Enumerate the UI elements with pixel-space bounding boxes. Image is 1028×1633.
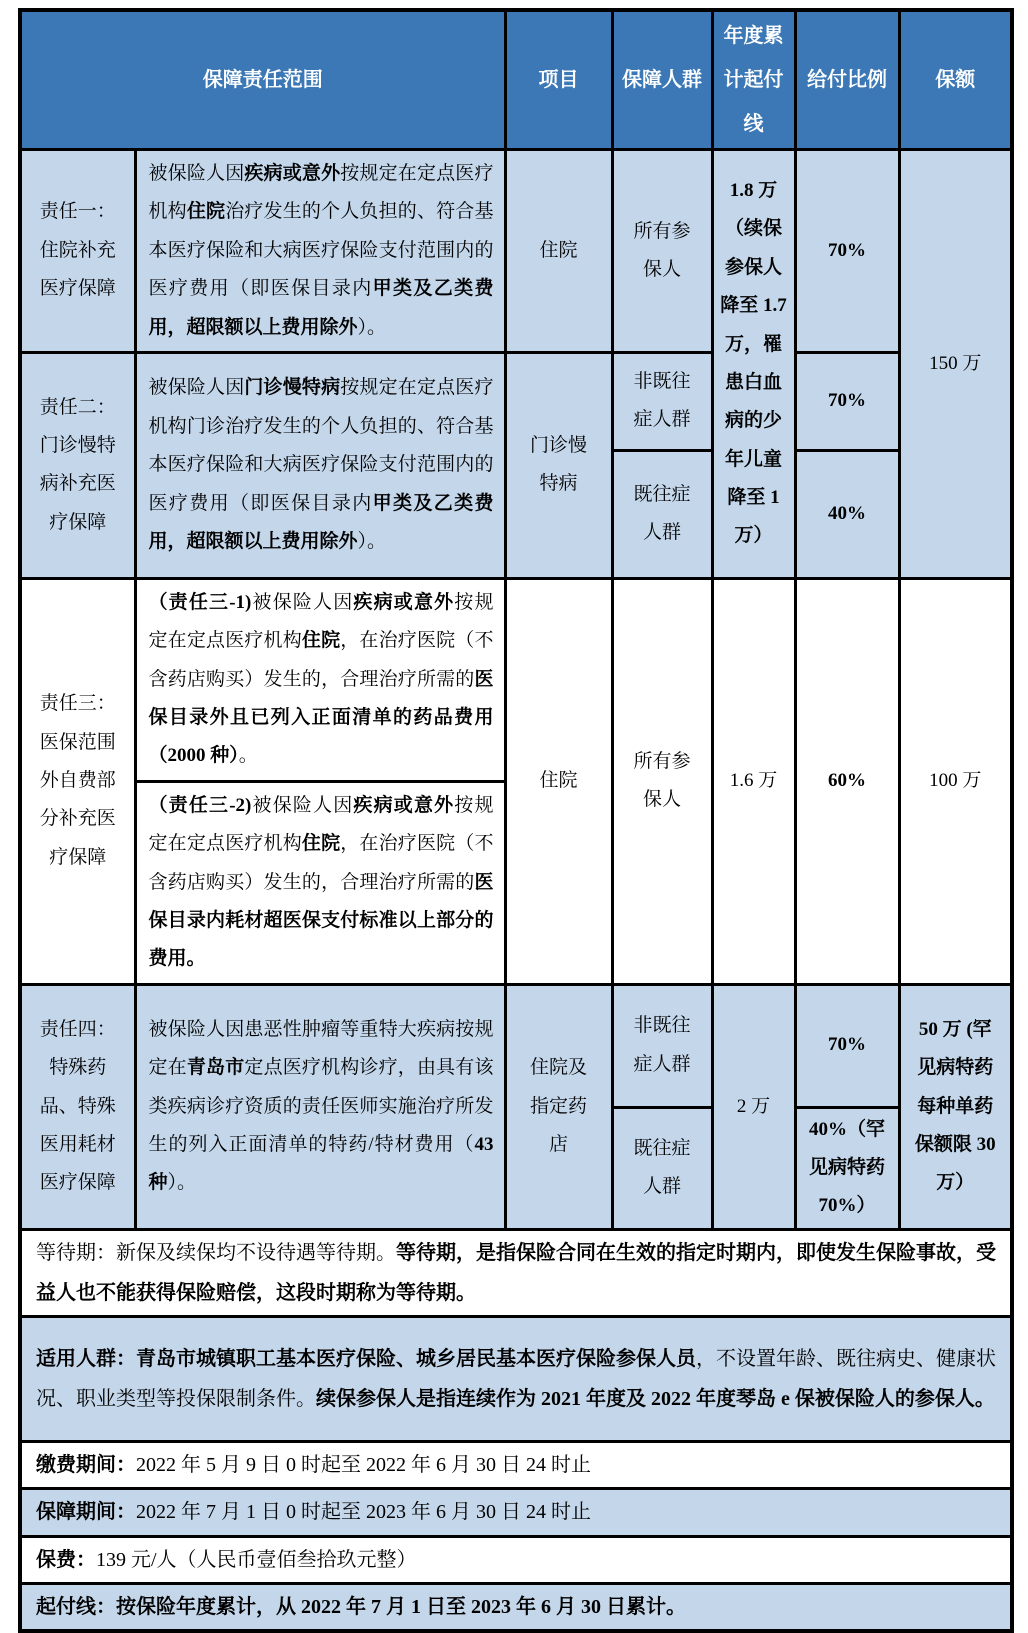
header-amount: 保额: [899, 10, 1012, 150]
row-deductible-note: [20, 1583, 1012, 1631]
cell-duty1-desc: 被保险人因疾病或意外按规定在定点医疗机构住院治疗发生的个人负担的、符合基本医疗保险和大病医疗保险支付范围内的医疗费用（即医保目录内甲类及乙类费用，超限额以上费用除外）。: [135, 150, 505, 353]
cell-duty3-ratio: 60%: [795, 578, 899, 984]
header-scope: 保障责任范围: [20, 10, 505, 150]
benefit-table: [18, 8, 1014, 1633]
row-premium: [20, 1536, 1012, 1583]
row-duty4-a: [20, 984, 1012, 1107]
note-deductible: 起付线：按保险年度累计，从 2022 年 7 月 1 日至 2023 年 6 月 30 日累计。: [20, 1583, 1012, 1631]
cell-duty2-ratio-preexisting: 40%: [795, 450, 899, 578]
note-payment-period: 缴费期间：2022 年 5 月 9 日 0 时起至 2022 年 6 月 30 日 24 时止: [20, 1441, 1012, 1488]
cell-duty3-deductible: 1.6 万: [712, 578, 795, 984]
cell-duty4-ratio-nonpreexisting: 70%: [795, 984, 899, 1107]
header-item: 项目: [505, 10, 612, 150]
note-waiting-period: 等待期：新保及续保均不设待遇等待期。等待期，是指保险合同在生效的指定时期内，即使发生保险事故，受益人也不能获得保险赔偿，这段时期称为等待期。: [20, 1229, 1012, 1316]
cell-duty4-ratio-preexisting: 40%（罕见病特药 70%）: [795, 1107, 899, 1229]
cell-duty4-amount: 50 万 (罕见病特药每种单药保额限 30 万）: [899, 984, 1012, 1229]
row-duty3-a: [20, 578, 1012, 781]
cell-duty1-2-amount: 150 万: [899, 150, 1012, 579]
cell-duty3-amount: 100 万: [899, 578, 1012, 984]
cell-duty4-desc: 被保险人因患恶性肿瘤等重特大疾病按规定在青岛市定点医疗机构诊疗，由具有该类疾病诊疗资质的责任医师实施治疗所发生的列入正面清单的特药/特材费用（43 种）。: [135, 984, 505, 1229]
cell-duty3-desc2: （责任三-2)被保险人因疾病或意外按规定在定点医疗机构住院，在治疗医院（不含药店购买）发生的，合理治疗所需的医保目录内耗材超医保支付标准以上部分的费用。: [135, 781, 505, 984]
cell-duty2-desc: 被保险人因门诊慢特病按规定在定点医疗机构门诊治疗发生的个人负担的、符合基本医疗保险和大病医疗保险支付范围内的医疗费用（即医保目录内甲类及乙类费用，超限额以上费用除外）。: [135, 352, 505, 578]
header-row: [20, 10, 1012, 150]
row-payment-period: [20, 1441, 1012, 1488]
cell-duty1-item: 住院: [505, 150, 612, 353]
row-coverage-period: [20, 1488, 1012, 1536]
cell-duty2-label: 责任二：门诊慢特病补充医疗保障: [20, 352, 135, 578]
cell-duty4-population-preexisting: 既往症人群: [612, 1107, 712, 1229]
cell-duty1-label: 责任一：住院补充医疗保障: [20, 150, 135, 353]
cell-duty1-population: 所有参保人: [612, 150, 712, 353]
row-duty2-a: [20, 352, 1012, 450]
header-deductible: 年度累计起付线: [712, 10, 795, 150]
note-premium: 保费：139 元/人（人民币壹佰叁拾玖元整）: [20, 1536, 1012, 1583]
cell-duty4-population-nonpreexisting: 非既往症人群: [612, 984, 712, 1107]
cell-duty2-population-preexisting: 既往症人群: [612, 450, 712, 578]
note-coverage-period: 保障期间：2022 年 7 月 1 日 0 时起至 2023 年 6 月 30 日 24 时止: [20, 1488, 1012, 1536]
note-eligible-population: 适用人群：青岛市城镇职工基本医疗保险、城乡居民基本医疗保险参保人员，不设置年龄、既往病史、健康状况、职业类型等投保限制条件。续保参保人是指连续作为 2021 年度及 2022 年度琴岛 e 保被保险人的参保人。: [20, 1316, 1012, 1441]
cell-duty1-ratio: 70%: [795, 150, 899, 353]
header-population: 保障人群: [612, 10, 712, 150]
cell-duty2-item: 门诊慢特病: [505, 352, 612, 578]
cell-duty3-label: 责任三：医保范围外自费部分补充医疗保障: [20, 578, 135, 984]
row-duty1: [20, 150, 1012, 353]
cell-duty2-ratio-nonpreexisting: 70%: [795, 352, 899, 450]
cell-duty1-2-deductible: 1.8 万（续保参保人降至 1.7 万，罹患白血病的少年儿童降至 1 万）: [712, 150, 795, 579]
cell-duty3-population: 所有参保人: [612, 578, 712, 984]
row-waiting-period: [20, 1229, 1012, 1316]
row-eligible-population: [20, 1316, 1012, 1441]
cell-duty4-deductible: 2 万: [712, 984, 795, 1229]
header-ratio: 给付比例: [795, 10, 899, 150]
cell-duty4-label: 责任四： 特殊药 品、特殊医用耗材医疗保障: [20, 984, 135, 1229]
cell-duty3-desc1: （责任三-1)被保险人因疾病或意外按规定在定点医疗机构住院，在治疗医院（不含药店购买）发生的，合理治疗所需的医保目录外且已列入正面清单的药品费用（2000 种）。: [135, 578, 505, 781]
cell-duty4-item: 住院及指定药店: [505, 984, 612, 1229]
cell-duty2-population-nonpreexisting: 非既往症人群: [612, 352, 712, 450]
cell-duty3-item: 住院: [505, 578, 612, 984]
